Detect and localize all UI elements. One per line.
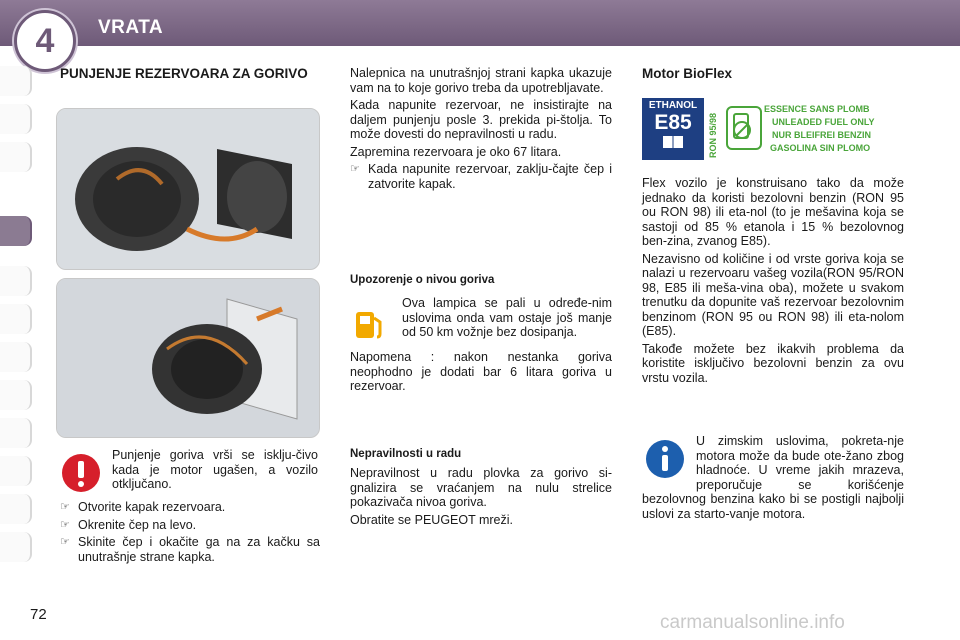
fuel-info-text: Nalepnica na unutrašnjoj strani kapka ukazuje vam na to koje gorivo treba da upotrebljavate. Kada napunite rezervoar, ne insistirajte na daljem punjenju posle 3. prekida pi-štolja. To može dovesti do nepravilnosti u radu. Zapremina rezervoara je oko 67 litara. ☞ Kada napunite rezervoar, zaklju-čajte čep i zatvorite kapak. bbox=[350, 66, 612, 191]
chapter-tab[interactable] bbox=[0, 494, 32, 524]
chapter-badge: 4 bbox=[14, 10, 76, 72]
chapter-tab[interactable] bbox=[0, 532, 32, 562]
ron-label: RON 95/98 bbox=[708, 112, 718, 158]
ethanol-badge: ETHANOL E85 bbox=[642, 98, 704, 160]
list-item: ☞ Okrenite čep na levo. bbox=[60, 517, 197, 532]
warning-text: Punjenje goriva vrši se isklju-čivo kada je motor ugašen, a vozilo otključano. bbox=[112, 448, 318, 491]
unleaded-fuel-text: ESSENCE SANS PLOMB UNLEADED FUEL ONLY NUR BLEIFREI BENZIN GASOLINA SIN PLOMO bbox=[764, 104, 875, 153]
page-number: 72 bbox=[30, 606, 47, 623]
page-title: VRATA bbox=[98, 17, 164, 38]
chapter-tab[interactable] bbox=[0, 266, 32, 296]
section-heading-refuel: PUNJENJE REZERVOARA ZA GORIVO bbox=[60, 66, 308, 81]
chapter-tab[interactable] bbox=[0, 142, 32, 172]
section-heading-bioflex: Motor BioFlex bbox=[642, 66, 732, 81]
section-heading-fault: Nepravilnosti u radu bbox=[350, 448, 462, 460]
info-text: U zimskim uslovima, pokreta-nje motora može da bude ote-žano zbog hladnoće. U vreme jakih mrazeva, preporučuje se korišćenje bezolovnog benzina kako bi se postigli najbolji uslovi za starto-vanje motora. bbox=[642, 434, 904, 521]
list-item: ☞ Otvorite kapak rezervoara. bbox=[60, 500, 226, 514]
refuel-steps bbox=[60, 500, 320, 567]
chapter-tab[interactable] bbox=[0, 418, 32, 448]
list-item: ☞ Skinite čep i okačite ga na za kačku sa unutrašnje strane kapka. bbox=[60, 535, 320, 564]
chapter-tab-active[interactable] bbox=[0, 216, 32, 246]
warning-icon bbox=[60, 452, 102, 494]
chapter-tab[interactable] bbox=[0, 380, 32, 410]
bullet-icon: ☞ bbox=[60, 518, 70, 531]
chapter-tab[interactable] bbox=[0, 304, 32, 334]
fuel-cap-illustration bbox=[57, 109, 319, 269]
bioflex-text: Flex vozilo je konstruisano tako da može jednako da koristi bezolovni benzin (RON 95 ou RON 98) ili eta-nol (to je mešavina koja se sastoji od 85 % etanola i 15 % bezolovnog ben-zina, zvanog E85). Nezavisno od količine i od vrste goriva koja se nalazi u rezervoaru vašeg vozila(RON 95/RON 98, E85 ili meša-vina oba), možete u svakom trenutku da dopunite vaš rezervoar bezolovnim benzinom (RON 95 ou RON 98) ili eta-nolom (E85). Takođe možete bez ikakvih problema da koristite isključivo bezolovni benzin za ovu vrstu vozila. bbox=[642, 176, 904, 385]
unleaded-pump-icon bbox=[726, 106, 762, 150]
list-item: ☞ Kada napunite rezervoar, zaklju-čajte čep i zatvorite kapak. bbox=[350, 162, 612, 191]
manual-icon bbox=[662, 135, 684, 149]
fuel-level-text: Ova lampica se pali u određe-nim uslovima onda vam ostaje još manje od 50 km vožnje bez dosipanja. bbox=[402, 296, 612, 339]
chapter-tab[interactable] bbox=[0, 66, 32, 96]
bullet-icon: ☞ bbox=[60, 501, 70, 513]
chapter-tab[interactable] bbox=[0, 104, 32, 134]
chapter-tab[interactable] bbox=[0, 342, 32, 372]
photo-fuel-flap-open bbox=[56, 108, 320, 270]
photo-fuel-cap-removed bbox=[56, 278, 320, 438]
fuel-note-text: Napomena : nakon nestanka goriva neophodno je dodati bar 6 litara goriva u rezervoar. bbox=[350, 350, 612, 393]
section-heading-fuel-level: Upozorenje o nivou goriva bbox=[350, 274, 495, 286]
bullet-icon: ☞ bbox=[350, 163, 360, 175]
fuel-label-sticker bbox=[642, 98, 904, 160]
fuel-pump-icon bbox=[352, 306, 388, 342]
bullet-icon: ☞ bbox=[60, 536, 70, 548]
fuel-cap-hook-illustration bbox=[57, 279, 319, 437]
watermark: carmanualsonline.info bbox=[660, 612, 845, 633]
chapter-tab[interactable] bbox=[0, 456, 32, 486]
fault-text: Nepravilnost u radu plovka za gorivo si-gnalizira se vraćanjem na nulu strelice pokazivača nivoa goriva. Obratite se PEUGEOT mreži. bbox=[350, 466, 612, 527]
